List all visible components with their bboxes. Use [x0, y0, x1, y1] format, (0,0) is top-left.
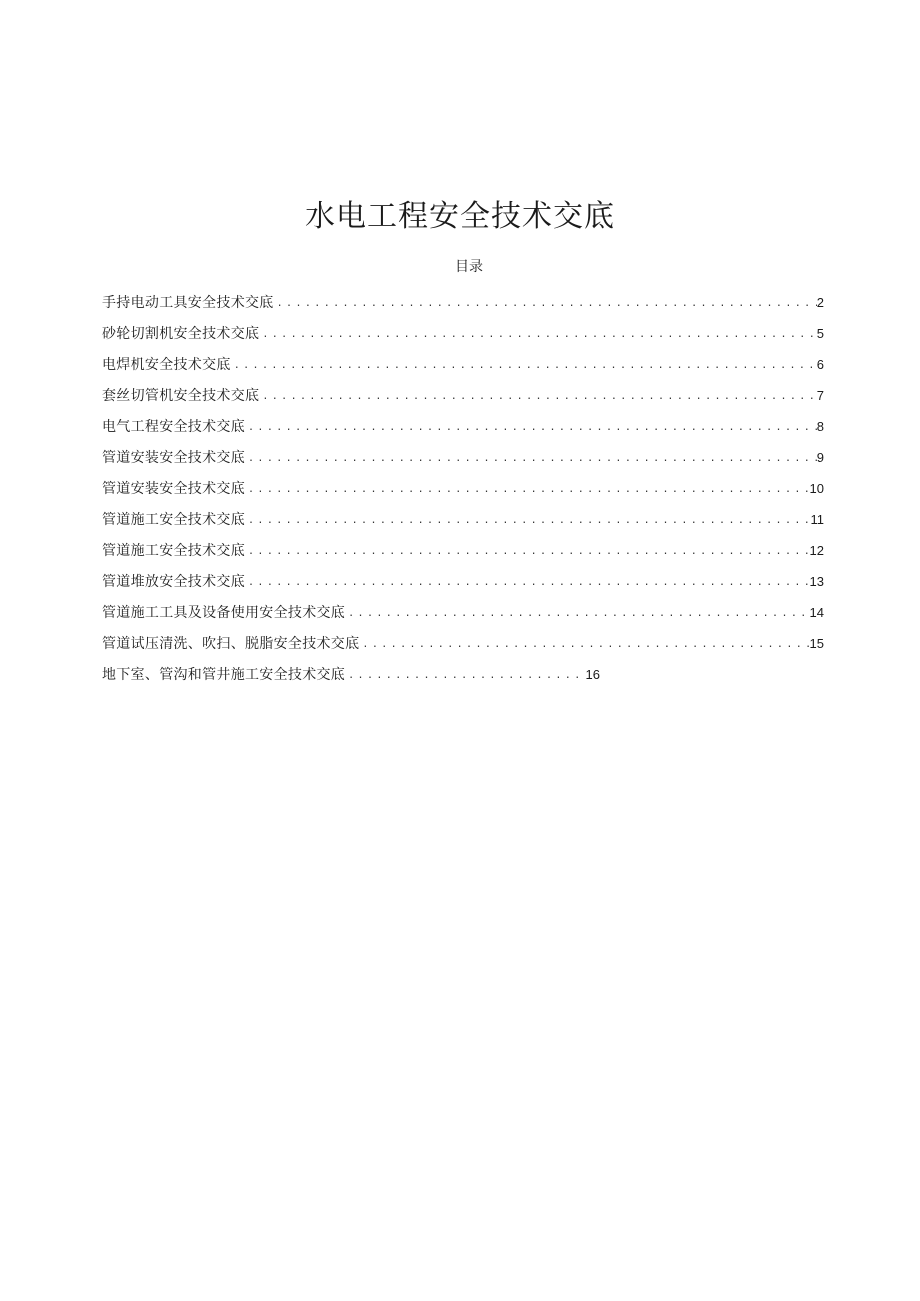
- toc-dot-leader: [245, 480, 810, 500]
- toc-page-number: 2: [816, 294, 824, 310]
- table-of-contents: [102, 287, 824, 690]
- toc-heading: 目录: [455, 259, 483, 275]
- toc-page-number: 16: [585, 666, 600, 682]
- toc-entry-title: 电焊机安全技术交底: [102, 356, 231, 373]
- toc-entry[interactable]: [102, 628, 824, 659]
- toc-entry-title: 地下室、管沟和管井施工安全技术交底: [102, 666, 346, 683]
- toc-entry[interactable]: [102, 318, 824, 349]
- toc-entry[interactable]: [102, 566, 824, 597]
- toc-entry[interactable]: [102, 597, 824, 628]
- toc-entry[interactable]: [102, 442, 824, 473]
- toc-entry-title: 管道试压清洗、吹扫、脱脂安全技术交底: [102, 635, 360, 652]
- toc-entry-title: 管道堆放安全技术交底: [102, 573, 245, 590]
- document-title: 水电工程安全技术交底: [305, 199, 615, 234]
- toc-page-number: 5: [816, 325, 824, 341]
- toc-dot-leader: [259, 325, 816, 345]
- toc-page-number: 14: [809, 604, 824, 620]
- toc-dot-leader: [259, 387, 816, 407]
- toc-entry-title: 管道施工安全技术交底: [102, 511, 245, 528]
- toc-dot-leader: [274, 294, 817, 314]
- toc-dot-leader: [245, 573, 810, 593]
- toc-dot-leader: [345, 666, 585, 686]
- toc-page-number: 11: [810, 511, 824, 527]
- toc-page-number: 7: [816, 387, 824, 403]
- toc-page-number: 13: [809, 573, 824, 589]
- toc-entry-title: 砂轮切割机安全技术交底: [102, 325, 260, 342]
- toc-entry-title: 管道安装安全技术交底: [102, 449, 245, 466]
- toc-dot-leader: [245, 542, 810, 562]
- toc-page-number: 15: [809, 635, 824, 651]
- toc-entry[interactable]: [102, 535, 824, 566]
- toc-entry[interactable]: [102, 473, 824, 504]
- toc-entry[interactable]: [102, 504, 824, 535]
- toc-entry-title: 管道施工安全技术交底: [102, 542, 245, 559]
- toc-dot-leader: [245, 511, 811, 531]
- toc-dot-leader: [359, 635, 809, 655]
- toc-entry[interactable]: [102, 287, 824, 318]
- toc-entry-title: 手持电动工具安全技术交底: [102, 294, 274, 311]
- toc-entry-title: 管道安装安全技术交底: [102, 480, 245, 497]
- toc-entry-title: 管道施工工具及设备使用安全技术交底: [102, 604, 346, 621]
- toc-entry-title: 套丝切管机安全技术交底: [102, 387, 260, 404]
- toc-dot-leader: [231, 356, 817, 376]
- toc-entry[interactable]: [102, 411, 824, 442]
- toc-dot-leader: [245, 449, 817, 469]
- toc-dot-leader: [245, 418, 817, 438]
- toc-page-number: 9: [816, 449, 824, 465]
- toc-dot-leader: [345, 604, 809, 624]
- toc-page-number: 8: [816, 418, 824, 434]
- toc-page-number: 12: [809, 542, 824, 558]
- toc-entry[interactable]: [102, 380, 824, 411]
- toc-entry[interactable]: [102, 659, 600, 690]
- toc-page-number: 6: [816, 356, 824, 372]
- toc-page-number: 10: [809, 480, 824, 496]
- toc-entry[interactable]: [102, 349, 824, 380]
- toc-entry-title: 电气工程安全技术交底: [102, 418, 245, 435]
